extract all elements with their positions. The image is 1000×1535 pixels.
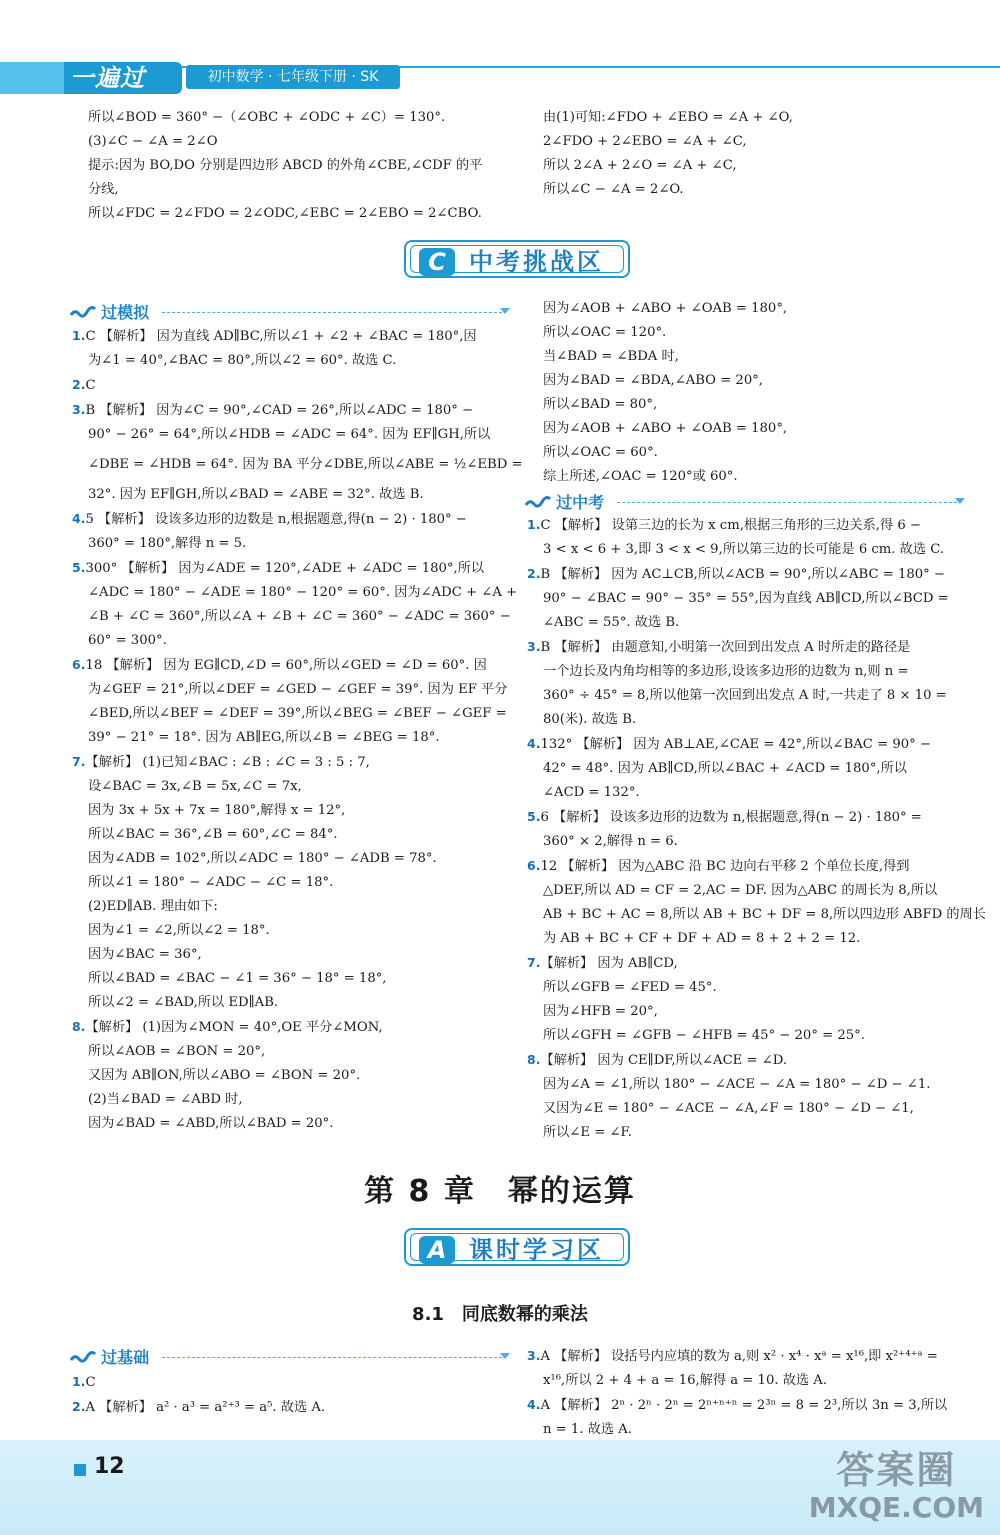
answer-line: 90° − 26° = 64°,所以∠HDB = ∠ADC = 64°. 因为 EF∥GH,所以 [88, 427, 491, 442]
watermark [809, 1448, 984, 1524]
page-footer [0, 1440, 1000, 1535]
answer-line: △DEF,所以 AD = CF = 2,AC = DF. 因为△ABC 的周长为 8,所以 [543, 883, 938, 898]
answer-line: 7.【解析】 因为 AB∥CD, [527, 955, 678, 971]
answer-line: 39° − 21° = 18°. 因为 AB∥EG,所以∠B = ∠BEG = 18°. [88, 730, 440, 745]
answer-line: 所以∠OAC = 60°. [543, 445, 658, 460]
dash-rule [162, 1357, 502, 1358]
wave-icon [70, 306, 96, 318]
arrow-down-icon [500, 308, 510, 314]
sub-head-label: 过基础 [101, 1348, 150, 1367]
top-right-block [527, 106, 967, 202]
logo-text: 一遍过 [70, 64, 145, 92]
page-number: 12 [94, 1454, 125, 1479]
answer-line: 42° = 48°. 因为 AB∥CD,所以∠BAC + ∠ACD = 180°,所以 [543, 761, 907, 776]
logo-accent [0, 62, 64, 94]
text-line: 2∠FDO + 2∠EBO = ∠A + ∠C, [543, 134, 747, 149]
text-line: 所以∠BOD = 360° −（∠OBC + ∠ODC + ∠C）= 130°. [88, 110, 446, 125]
answer-line: 当∠BAD = ∠BDA 时, [543, 349, 679, 364]
zone-frame [410, 245, 624, 276]
answer-line: 4.5 【解析】 设该多边形的边数是 n,根据题意,得(n − 2) · 180° − [72, 511, 467, 527]
answer-line: 所以∠GFB = ∠FED = 45°. [543, 980, 717, 995]
section-title: 8.1 同底数幂的乘法 [412, 1304, 588, 1325]
answer-line: ∠ACD = 132°. [543, 785, 640, 800]
exam-answers-right [527, 513, 986, 1145]
answer-line: 所以∠OAC = 120°. [543, 325, 667, 340]
answer-line: ∠DBE = ∠HDB = 64°. 因为 BA 平分∠DBE,所以∠ABE = ½∠EBD = [88, 457, 523, 472]
text-line: 所以∠C − ∠A = 2∠O. [543, 182, 684, 197]
answer-line: 所以∠2 = ∠BAD,所以 ED∥AB. [88, 995, 279, 1010]
answer-line: 2.A 【解析】 a² · a³ = a²⁺³ = a⁵. 故选 A. [72, 1399, 326, 1415]
answer-line: 90° − ∠BAC = 90° − 35° = 55°,因为直线 AB∥CD,所以∠BCD = [543, 591, 949, 606]
answer-line: 3.B 【解析】 因为∠C = 90°,∠CAD = 26°,所以∠ADC = 180° − [72, 402, 474, 418]
answer-line: 1.C 【解析】 设第三边的长为 x cm,根据三角形的三边关系,得 6 − [527, 517, 921, 533]
answer-line: 360° = 180°,解得 n = 5. [88, 536, 247, 551]
answer-line: 360° ÷ 45° = 8,所以他第一次回到出发点 A 时,一共走了 8 × 10 = [543, 688, 947, 703]
dash-rule [617, 502, 957, 503]
answer-line: 综上所述,∠OAC = 120°或 60°. [543, 469, 738, 484]
watermark-text: 答案圈 [836, 1448, 957, 1492]
answer-line: 所以∠GFH = ∠GFB − ∠HFB = 45° − 20° = 25°. [543, 1028, 865, 1043]
wave-icon [70, 1351, 96, 1363]
answer-line: 为∠GEF = 21°,所以∠DEF = ∠GED − ∠GEF = 39°. 因为 EF 平分 [88, 682, 508, 697]
page-marker [74, 1464, 86, 1476]
arrow-down-icon [500, 1353, 510, 1359]
answer-line: 一个边长及内角均相等的多边形,设该多边形的边数为 n,则 n = [543, 664, 909, 679]
basic-answers-left [72, 1370, 512, 1420]
answer-line: ∠ADC = 180° − ∠ADE = 180° − 120° = 60°. 因为∠ADC + ∠A + [88, 585, 518, 600]
answer-line: 所以∠E = ∠F. [543, 1125, 632, 1140]
answer-line: ∠B + ∠C = 360°,所以∠A + ∠B + ∠C = 360° − ∠ADC = 360° − [88, 609, 511, 624]
answer-line: 因为∠ADB = 102°,所以∠ADC = 180° − ∠ADB = 78°. [88, 851, 437, 866]
text-line: 由(1)可知:∠FDO + ∠EBO = ∠A + ∠O, [543, 110, 793, 125]
answer-line: 因为∠AOB + ∠ABO + ∠OAB = 180°, [543, 421, 788, 436]
basic-answers-right [527, 1344, 967, 1442]
answer-line: n = 1. 故选 A. [543, 1422, 632, 1437]
answer-line: 为∠1 = 40°,∠BAC = 80°,所以∠2 = 60°. 故选 C. [88, 353, 397, 368]
answer-line: 360° × 2,解得 n = 6. [543, 834, 678, 849]
answer-line: 2.B 【解析】 因为 AC⊥CB,所以∠ACB = 90°,所以∠ABC = 180° − [527, 566, 945, 582]
page-header [0, 56, 1000, 100]
text-line: 分线, [88, 182, 119, 197]
zone-title: 课时学习区 [469, 1236, 604, 1264]
answer-line: ∠BED,所以∠BEF = ∠DEF = 39°,所以∠BEG = ∠BEF − ∠GEF = [88, 706, 507, 721]
answer-line: ∠ABC = 55°. 故选 B. [543, 615, 680, 630]
answer-line: 8.【解析】 (1)因为∠MON = 40°,OE 平分∠MON, [72, 1019, 383, 1035]
answer-line: 所以∠BAD = 80°, [543, 397, 658, 412]
mock-answers-right [527, 297, 967, 489]
answer-line: 所以∠BAC = 36°,∠B = 60°,∠C = 84°. [88, 827, 338, 842]
answer-line: AB + BC + AC = 8,所以 AB + BC + DF = 8,所以四边形 ABFD 的周长 [543, 907, 986, 922]
answer-line: 32°. 因为 EF∥GH,所以∠BAD = ∠ABE = 32°. 故选 B. [88, 487, 424, 502]
answer-line: 3 < x < 6 + 3,即 3 < x < 9,所以第三边的长可能是 6 cm. 故选 C. [543, 542, 945, 557]
answer-line: 1.C [72, 1374, 96, 1390]
answer-line: 又因为 AB∥ON,所以∠ABO = ∠BON = 20°. [88, 1068, 361, 1083]
answer-line: 6.12 【解析】 因为△ABC 沿 BC 边向右平移 2 个单位长度,得到 [527, 858, 910, 874]
watermark-url: MXQE.COM [808, 1491, 984, 1524]
answer-line: 又因为∠E = 180° − ∠ACE − ∠A,∠F = 180° − ∠D − ∠1, [543, 1101, 914, 1116]
answer-line: 60° = 300°. [88, 633, 167, 648]
zone-letter: A [419, 1236, 455, 1264]
dash-rule [162, 312, 502, 313]
answer-line: (2)ED∥AB. 理由如下: [88, 899, 218, 914]
answer-line: 80(米). 故选 B. [543, 712, 637, 727]
answer-line: 因为∠BAD = ∠BDA,∠ABO = 20°, [543, 373, 763, 388]
text-line: 所以∠FDC = 2∠FDO = 2∠ODC,∠EBC = 2∠EBO = 2∠CBO. [88, 206, 482, 221]
zone-title: 中考挑战区 [469, 248, 604, 276]
answer-line: 5.300° 【解析】 因为∠ADE = 120°,∠ADE + ∠ADC = 180°,所以 [72, 560, 485, 576]
answer-line: 因为∠AOB + ∠ABO + ∠OAB = 180°, [543, 301, 788, 316]
answer-line: 6.18 【解析】 因为 EG∥CD,∠D = 60°,所以∠GED = ∠D = 60°. 因 [72, 657, 487, 673]
answer-line: 因为 3x + 5x + 7x = 180°,解得 x = 12°, [88, 803, 346, 818]
answer-line: x¹⁶,所以 2 + 4 + a = 16,解得 a = 10. 故选 A. [543, 1373, 827, 1388]
text-line: 所以 2∠A + 2∠O = ∠A + ∠C, [543, 158, 737, 173]
answer-line: 8.【解析】 因为 CE∥DF,所以∠ACE = ∠D. [527, 1052, 788, 1068]
sub-head-mock [70, 300, 510, 322]
text-line: (3)∠C − ∠A = 2∠O [88, 134, 218, 149]
sub-head-exam [525, 490, 965, 512]
answer-line: 设∠BAC = 3x,∠B = 5x,∠C = 7x, [88, 779, 302, 794]
top-left-block [72, 106, 512, 226]
brand-logo [0, 62, 182, 94]
text-line: 提示:因为 BO,DO 分别是四边形 ABCD 的外角∠CBE,∠CDF 的平 [88, 158, 483, 173]
sub-head-label: 过中考 [556, 493, 605, 512]
answer-line: 3.A 【解析】 设括号内应填的数为 a,则 x² · x⁴ · xᵃ = x¹⁶,即 x²⁺⁴⁺ᵃ = [527, 1348, 938, 1364]
arrow-down-icon [955, 498, 965, 504]
answer-line: 所以∠1 = 180° − ∠ADC − ∠C = 18°. [88, 875, 334, 890]
answer-line: 因为∠BAC = 36°, [88, 947, 202, 962]
zone-c-banner [404, 240, 630, 278]
answer-line: 因为∠1 = ∠2,所以∠2 = 18°. [88, 923, 270, 938]
answer-line: 因为∠BAD = ∠ABD,所以∠BAD = 20°. [88, 1116, 334, 1131]
wave-icon [525, 496, 551, 508]
answer-line: 因为∠HFB = 20°, [543, 1004, 658, 1019]
header-subtitle: 初中数学 · 七年级下册 · SK [186, 65, 400, 89]
answer-line: 因为∠A = ∠1,所以 180° − ∠ACE − ∠A = 180° − ∠D − ∠1. [543, 1077, 931, 1092]
chapter-title: 第 8 章 幂的运算 [364, 1174, 636, 1209]
sub-head-basic [70, 1345, 510, 1367]
zone-frame [410, 1233, 624, 1264]
answer-line: 4.A 【解析】 2ⁿ · 2ⁿ · 2ⁿ = 2ⁿ⁺ⁿ⁺ⁿ = 2³ⁿ = 8 = 2³,所以 3n = 3,所以 [527, 1397, 948, 1413]
sub-head-label: 过模拟 [101, 303, 150, 322]
answer-line: 7.【解析】 (1)已知∠BAC : ∠B : ∠C = 3 : 5 : 7, [72, 754, 370, 770]
answer-line: 为 AB + BC + CF + DF + AD = 8 + 2 + 2 = 12. [543, 931, 861, 946]
answer-line: 1.C 【解析】 因为直线 AD∥BC,所以∠1 + ∠2 + ∠BAC = 180°,因 [72, 328, 477, 344]
mock-answers-left [72, 324, 523, 1136]
zone-letter: C [419, 248, 455, 276]
answer-line: 2.C [72, 377, 96, 393]
answer-line: 4.132° 【解析】 因为 AB⊥AE,∠CAE = 42°,所以∠BAC = 90° − [527, 736, 931, 752]
answer-line: 所以∠AOB = ∠BON = 20°, [88, 1044, 266, 1059]
answer-line: 所以∠BAD = ∠BAC − ∠1 = 36° − 18° = 18°, [88, 971, 387, 986]
answer-line: 3.B 【解析】 由题意知,小明第一次回到出发点 A 时所走的路径是 [527, 639, 911, 655]
answer-line: 5.6 【解析】 设该多边形的边数为 n,根据题意,得(n − 2) · 180° = [527, 809, 922, 825]
answer-line: (2)当∠BAD = ∠ABD 时, [88, 1092, 243, 1107]
zone-a-banner [404, 1228, 630, 1266]
